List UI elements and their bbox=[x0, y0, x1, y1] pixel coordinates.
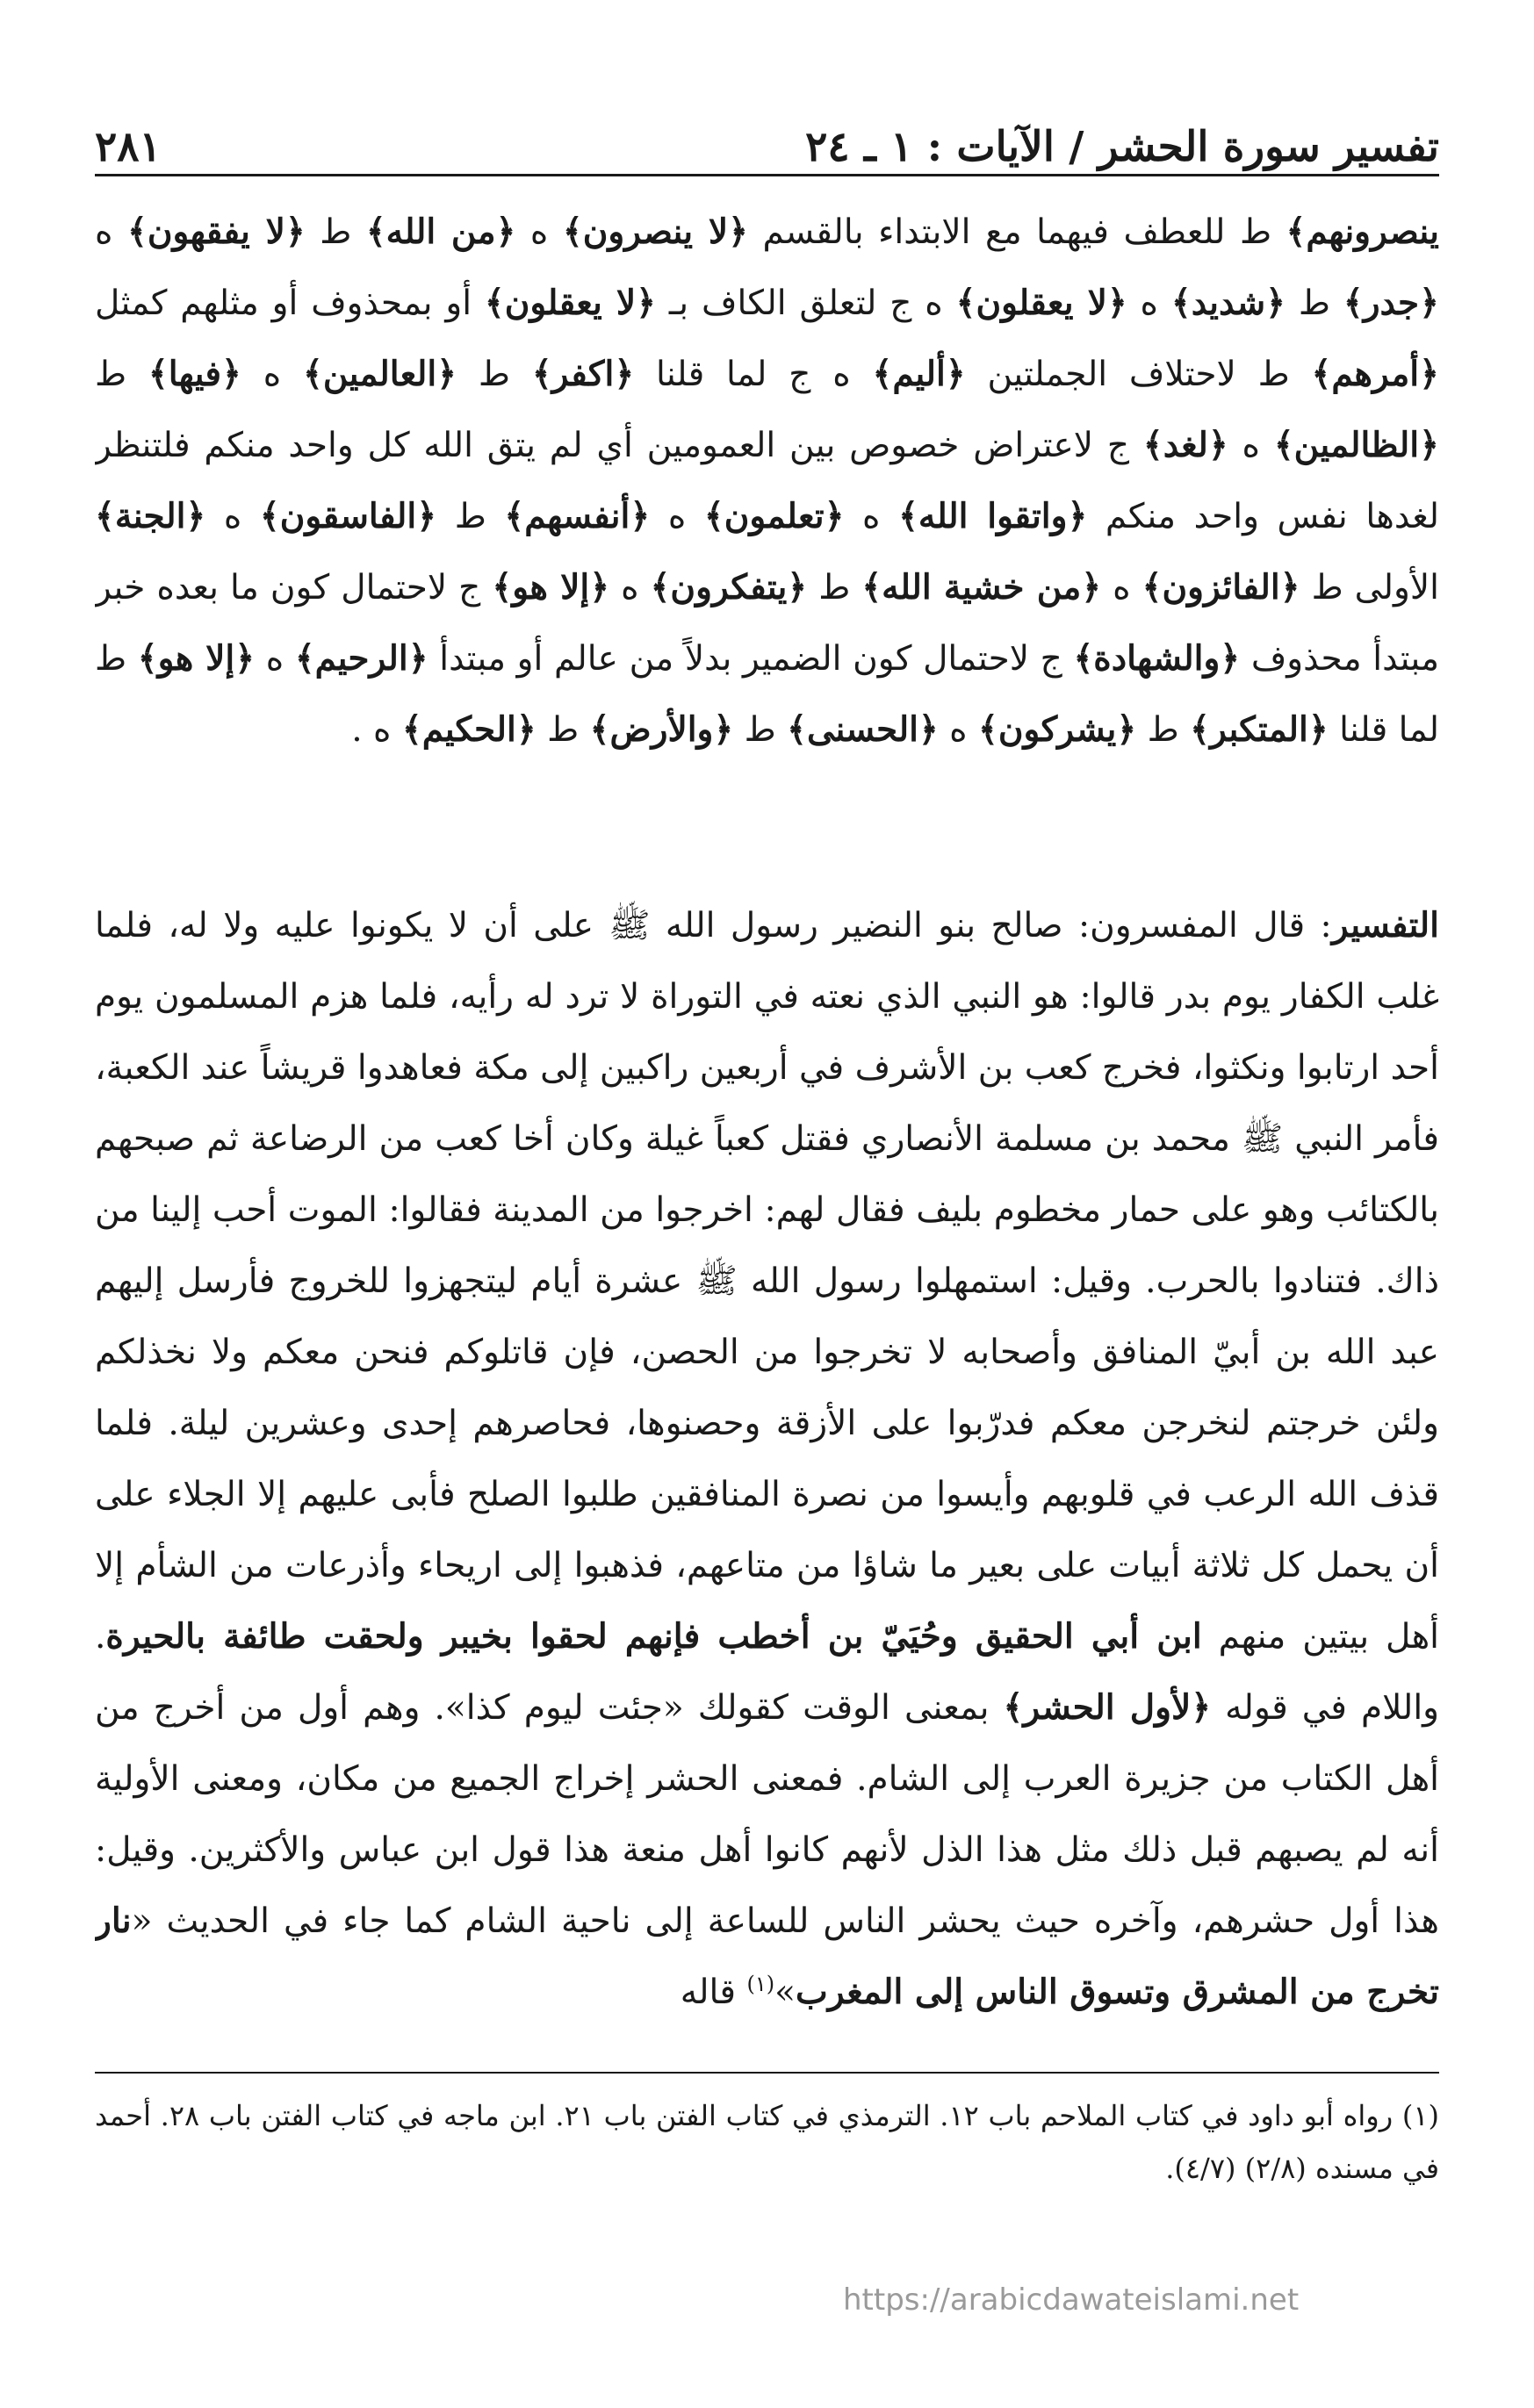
footnote-1: (١) رواه أبو داود في كتاب الملاحم باب ١٢. الترمذي في كتاب الفتن باب ٢١. ابن ماجه في كتاب الفتن باب ٢٨. أحمد في مسنده (٢/٨) (٤/٧). bbox=[95, 2099, 1439, 2185]
body-text: ط للعطف فيهما مع الابتداء بالقسم bbox=[747, 212, 1286, 252]
page-number: ٢٨١ bbox=[95, 123, 162, 172]
quran-phrase: ﴿الحكيم﴾ bbox=[401, 709, 537, 750]
page-header bbox=[95, 104, 1439, 170]
body-text: ه bbox=[95, 212, 127, 252]
body-text: الأولى ط bbox=[1300, 568, 1439, 607]
body-text: ه bbox=[241, 355, 304, 394]
running-title: تفسير سورة الحشر / الآيات : ١ ـ ٢٤ bbox=[805, 123, 1439, 172]
quran-phrase: ﴿واتقوا الله﴾ bbox=[898, 496, 1088, 536]
body-text: ه bbox=[1101, 568, 1142, 607]
quran-phrase: ﴿لا يفقهون﴾ bbox=[126, 212, 306, 252]
body-text: ط bbox=[733, 710, 788, 750]
body-text: ط bbox=[807, 568, 862, 607]
quran-phrase: ﴿الحسنى﴾ bbox=[787, 709, 939, 750]
body-text: ط bbox=[436, 497, 505, 536]
quran-phrase: ﴿يتفكرون﴾ bbox=[650, 567, 808, 607]
body-text: : قال المفسرون: صالح بنو النضير رسول الله ﷺ على أن لا يكونوا عليه ولا له، فلما غلب الكفار يوم بدر قالوا: هو النبي الذي نعته في التوراة لا ترد له رأيه، فلما هزم المسلمون يوم أحد ارتابوا ونكثوا، فخرج كعب بن الأشرف في أربعين راكبين إلى مكة فعاهدوا قريشاً عند الكعبة، فأمر النبي ﷺ محمد بن مسلمة الأنصاري فقتل كعباً غيلة وكان أخا كعب من الرضاعة ثم صبحهم بالكتائب وهو على حمار مخطوم بليف فقال لهم: اخرجوا من المدينة فقالوا: الموت أحب إلينا من ذاك. فتنادوا بالحرب. وقيل: استمهلوا رسول الله ﷺ عشرة أيام ليتجهزوا للخروج فأرسل إليهم عبد الله بن أبيّ المنافق وأصحابه لا تخرجوا من الحصن، فإن قاتلوكم فنحن معكم ولا نخذلكم ولئن خرجتم لنخرجن معكم فدرّبوا على الأزقة وحصنوها، فحاصرهم إحدى وعشرين ليلة. فلما قذف الله الرعب في قلوبهم وأيسوا من نصرة المنافقين طلبوا الصلح فأبى عليهم إلا الجلاء على أن يحمل كل ثلاثة أبيات على بعير ما شاؤا من متاعهم، فذهبوا إلى اريحاء وأذرعات من الشأم إلا أهل بيتين منهم bbox=[95, 906, 1439, 1657]
header-rule bbox=[95, 174, 1439, 176]
body-text: ط bbox=[1286, 284, 1343, 323]
body-text: ه bbox=[515, 212, 563, 252]
body-text: ه bbox=[938, 710, 979, 750]
body-text: ط bbox=[457, 355, 532, 394]
body-text: ه bbox=[205, 497, 260, 536]
body-text: ط bbox=[305, 212, 366, 252]
body-text: ط لما قلنا bbox=[95, 639, 1439, 750]
quran-phrase: ﴿الفائزون﴾ bbox=[1141, 567, 1300, 607]
body-text: بمعنى الوقت كقولك «جئت ليوم كذا». وهم أول من أخرج من أهل الكتاب من جزيرة العرب إلى الشام. فمعنى الحشر إخراج الجميع من مكان، ومعنى الأولية أنه لم يصبهم قبل ذلك مثل هذا الذل لأنهم كانوا أهل منعة هذا قول ابن عباس والأكثرين. وقيل: هذا أول حشرهم، وآخره حيث يحشر الناس للساعة إلى ناحية الشام كما جاء في الحديث « bbox=[95, 1688, 1439, 1941]
quran-phrase: ﴿جدر﴾ bbox=[1343, 283, 1439, 323]
body-text: ه . bbox=[351, 710, 402, 750]
body-text: ه bbox=[1228, 426, 1274, 465]
body-text: ه bbox=[255, 639, 295, 679]
section-label: التفسير bbox=[1331, 905, 1439, 945]
body-text: ج لاحتمال كون ما بعده خبر مبتدأ محذوف bbox=[95, 568, 1439, 679]
body-text: ه ج لما قلنا bbox=[634, 355, 873, 394]
quran-phrase: ﴿من الله﴾ bbox=[365, 212, 516, 252]
watermark-url: https://arabicdawateislami.net bbox=[843, 2282, 1300, 2318]
body-text: » bbox=[774, 1973, 796, 2012]
quran-phrase: ﴿أليم﴾ bbox=[872, 354, 966, 394]
waqf-paragraph bbox=[95, 197, 1439, 846]
quran-phrase: ﴿لغد﴾ bbox=[1142, 425, 1228, 465]
quran-phrase: ﴿اكفر﴾ bbox=[531, 354, 635, 394]
body-text: قاله bbox=[680, 1973, 747, 2012]
quran-phrase: ﴿لا يعقلون﴾ bbox=[484, 283, 657, 323]
body-text: ه bbox=[1127, 284, 1171, 323]
body-text: ه bbox=[844, 497, 899, 536]
quran-phrase: ﴿تعلمون﴾ bbox=[703, 496, 845, 536]
body-text: ج لاحتمال كون الضمير بدلاً من عالم أو مبتدأ bbox=[428, 639, 1074, 679]
quran-phrase: ﴿يشركون﴾ bbox=[978, 709, 1137, 750]
quran-phrase: ﴿أمرهم﴾ bbox=[1311, 354, 1439, 394]
footnotes bbox=[95, 2089, 1439, 2256]
quran-phrase: ﴿الجنة﴾ bbox=[95, 496, 206, 536]
quran-phrase: نار تخرج من المشرق وتسوق الناس إلى المغرب bbox=[95, 1901, 1439, 2012]
quran-phrase: ﴿أنفسهم﴾ bbox=[504, 496, 651, 536]
quran-phrase: ﴿العالمين﴾ bbox=[303, 354, 457, 394]
quran-phrase: ﴿شديد﴾ bbox=[1170, 283, 1286, 323]
quran-phrase: ﴿المتكبر﴾ bbox=[1190, 709, 1329, 750]
quran-phrase: ابن أبي الحقيق وحُيَيّ بن أخطب فإنهم لحقوا بخيبر ولحقت طائفة بالحيرة bbox=[105, 1616, 1202, 1657]
quran-phrase: ﴿لأول الحشر﴾ bbox=[1003, 1687, 1212, 1728]
quran-phrase: ﴿والشهادة﴾ bbox=[1073, 638, 1241, 679]
quran-phrase: ﴿إلا هو﴾ bbox=[137, 638, 256, 679]
quran-phrase: ﴿إلا هو﴾ bbox=[492, 567, 610, 607]
body-text: ط bbox=[1136, 710, 1191, 750]
quran-phrase: ﴿الرحيم﴾ bbox=[294, 638, 429, 679]
body-text: ط bbox=[536, 710, 590, 750]
tafsir-paragraph bbox=[95, 890, 1439, 2056]
body-text: ط لاحتلاف الجملتين bbox=[965, 355, 1312, 394]
quran-phrase: ﴿الفاسقون﴾ bbox=[259, 496, 437, 536]
body-text: أو بمحذوف أو مثلهم كمثل bbox=[95, 284, 485, 323]
body-text: ج لاعتراض خصوص بين العمومين أي لم يتق الله كل واحد منكم فلتنظر لغدها نفس واحد منكم bbox=[95, 426, 1439, 536]
quran-phrase: ﴿من خشية الله﴾ bbox=[861, 567, 1102, 607]
quran-phrase: ﴿والأرض﴾ bbox=[589, 709, 734, 750]
body-text: ه ج لتعلق الكاف بـ bbox=[656, 284, 956, 323]
quran-phrase: ﴿لا يعقلون﴾ bbox=[955, 283, 1127, 323]
body-text: . واللام في قوله bbox=[95, 1617, 1439, 1728]
footnote-ref: (١) bbox=[746, 1972, 775, 1996]
quran-phrase: ينصرونهم﴾ bbox=[1286, 212, 1439, 252]
quran-phrase: ﴿فيها﴾ bbox=[148, 354, 241, 394]
quran-phrase: ﴿الظالمين﴾ bbox=[1273, 425, 1439, 465]
body-text: ه bbox=[650, 497, 704, 536]
body-text: ط bbox=[95, 355, 148, 394]
quran-phrase: ﴿لا ينصرون﴾ bbox=[562, 212, 748, 252]
body-text: ه bbox=[609, 568, 651, 607]
footnote-rule bbox=[95, 2072, 1439, 2074]
